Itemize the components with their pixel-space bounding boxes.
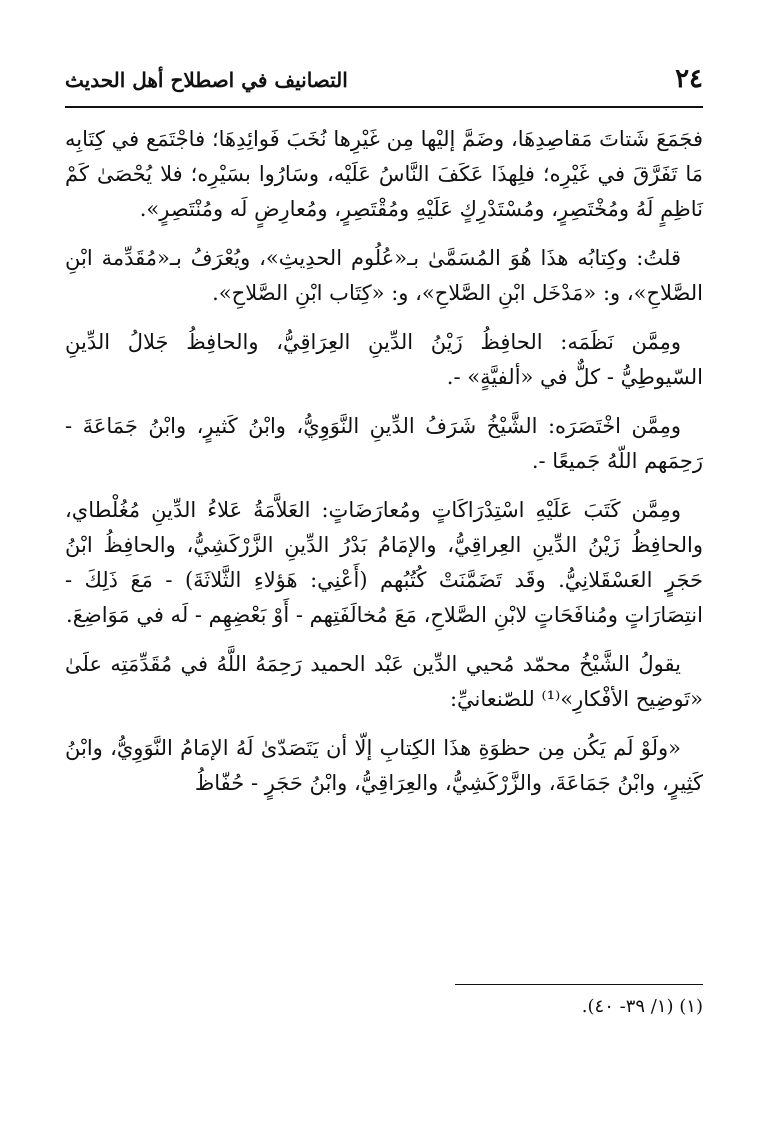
footnote-rule: [455, 984, 703, 985]
page-number: ٢٤: [675, 64, 703, 94]
main-text: [65, 122, 703, 815]
page-header: [65, 62, 703, 104]
footnote: (١) (١/ ٣٩- ٤٠).: [581, 996, 703, 1017]
paragraph: ومِمَّن نَظَمَه: الحافِظُ زَيْنُ الدِّينِ العِرَاقِيُّ، والحافِظُ جَلالُ الدِّينِ السّيوطِيُّ - كلٌّ في «ألفيَّةٍ» -.: [65, 330, 703, 389]
paragraph: قلتُ: وكِتابُه هذَا هُوَ المُسَمَّىٰ بـ«عُلُوم الحدِيثِ»، ويُعْرَفُ بـ«مُقَدِّمة ابْنِ الصَّلاحِ»، و: «مَدْخَل ابْنِ الصَّلاحِ»، و: «كِتَاب ابْنِ الصَّلاحِ».: [65, 246, 703, 305]
paragraph: ومِمَّن اخْتَصَرَه: الشَّيْخُ شَرَفُ الدِّينِ النَّوَوِيُّ، وابْنُ كَثيرٍ، وابْنُ جَمَاعَةَ - رَحِمَهم اللّهُ جَميعًا -.: [65, 414, 703, 473]
paragraph: «ولَوْ لَم يَكُن مِن حظوَةِ هذَا الكِتابِ إلّا أن يَتَصَدّىٰ لَهُ الإمَامُ النَّوَوِيُّ، وابْنُ كَثِيرٍ، وابْنُ جَمَاعَةَ، والزَّرْكَشِيُّ، والعِرَاقِيُّ، وابْنُ حَجَرٍ - حُفّاظُ: [65, 736, 703, 795]
paragraph: فجَمَعَ شَتاتَ مَقاصِدِهَا، وضَمَّ إليْها مِن غَيْرِها نُخَبَ فَوائِدِهَا؛ فاجْتَمَع في كِتَابِه مَا تَفَرَّقَ في غَيْرِه؛ فلِهذَا عَكَفَ النَّاسُ عَلَيْه، وسَارُوا بسَيْرِه؛ فلا يُحْصَىٰ كَمْ نَاظِمٍ لَهُ ومُخْتَصِرٍ، ومُسْتَدْرِكٍ عَلَيْهِ ومُقْتَصِرٍ، ومُعارِضٍ لَه ومُنْتَصِرٍ».: [65, 127, 704, 221]
running-title: التصانيف في اصطلاح أهل الحديث: [65, 68, 348, 92]
paragraph: يقولُ الشَّيْخُ محمّد مُحيي الدِّين عَبْد الحميد رَحِمَهُ اللَّهُ في مُقَدِّمَتِه علَىٰ «تَوضِيح الأفْكارِ»⁽¹⁾ للصّنعانيِّ:: [65, 652, 703, 711]
paragraph: ومِمَّن كَتَبَ عَلَيْهِ اسْتِدْرَاكَاتٍ ومُعارَضَاتٍ: العَلاَّمَةُ عَلاءُ الدِّينِ مُغُلْطاي، والحافِظُ زَيْنُ الدِّينِ العِراقِيُّ، والإمَامُ بَدْرُ الدِّينِ الزَّرْكَشِيُّ، والحافِظُ ابْنُ حَجَرٍ العَسْقَلانِيُّ. وقَد تَضَمَّنَتْ كُتُبُهم (أَعْنِي: هَؤلاءِ الثَّلاثَةَ) - مَعَ ذَلِكَ - انتِصَارَاتٍ ومُنافَحَاتٍ لابْنِ الصَّلاحِ، مَعَ مُخالَفَتِهم - أَوْ بَعْضِهِم - لَه في مَوَاضِعَ.: [65, 498, 703, 627]
header-rule: [65, 106, 703, 108]
